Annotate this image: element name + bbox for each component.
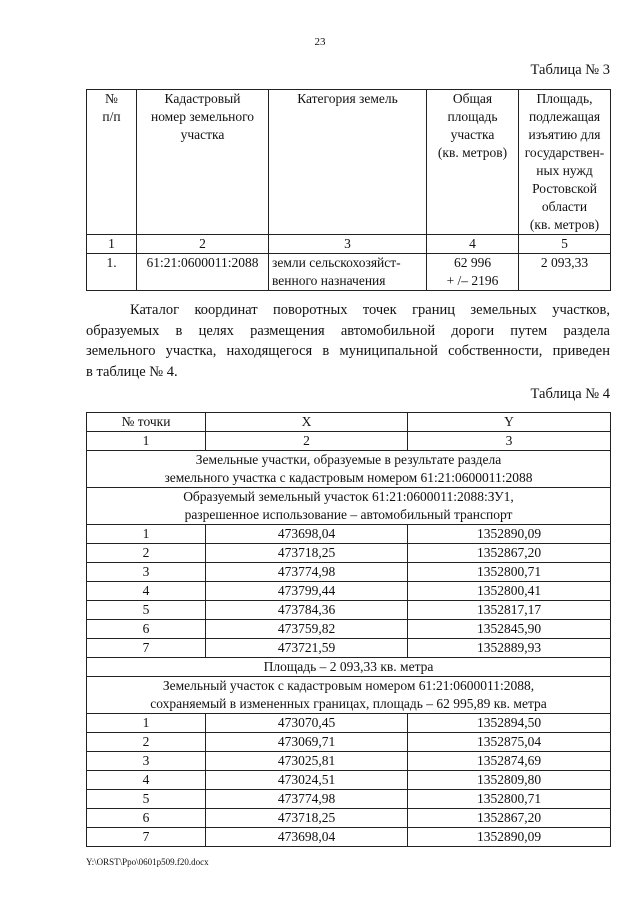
point-number: 4 [87,582,206,601]
table-3 [86,89,611,291]
point-number: 2 [87,544,206,563]
x-coordinate: 473698,04 [206,828,408,847]
coordinate-row [87,828,611,847]
table3-num-cell: 3 [269,235,427,254]
table4-num-cell: 3 [408,432,611,451]
area-row [87,658,611,677]
table3-caption: Таблица № 3 [530,62,610,78]
coordinate-row [87,563,611,582]
total-area: 62 996 + /– 2196 [427,254,519,291]
coordinate-row [87,809,611,828]
section1-subtitle: Образуемый земельный участок 61:21:0600011:2088:ЗУ1, разрешенное использование – автомобильный транспорт [87,488,611,525]
y-coordinate: 1352817,17 [408,601,611,620]
x-coordinate: 473759,82 [206,620,408,639]
coordinate-row [87,639,611,658]
table4-num-cell: 2 [206,432,408,451]
coordinate-row [87,601,611,620]
table3-num-cell: 1 [87,235,137,254]
x-coordinate: 473774,98 [206,563,408,582]
y-coordinate: 1352800,41 [408,582,611,601]
cadastral-number: 61:21:0600011:2088 [137,254,269,291]
table4-caption: Таблица № 4 [530,386,610,402]
seized-area: 2 093,33 [519,254,611,291]
y-coordinate: 1352867,20 [408,544,611,563]
section-title-row [87,677,611,714]
x-coordinate: 473069,71 [206,733,408,752]
x-coordinate: 473774,98 [206,790,408,809]
point-number: 5 [87,601,206,620]
table3-num-cell: 4 [427,235,519,254]
point-number: 3 [87,752,206,771]
y-coordinate: 1352867,20 [408,809,611,828]
table4-header-cell: № точки [87,413,206,432]
x-coordinate: 473718,25 [206,809,408,828]
section2-rows [87,714,611,847]
paragraph-line: земельного участка, находящегося в муниципальной собственности, приведен [86,343,610,359]
table4-header-row [87,413,611,432]
table3-num-cell: 2 [137,235,269,254]
x-coordinate: 473721,59 [206,639,408,658]
x-coordinate: 473799,44 [206,582,408,601]
y-coordinate: 1352809,80 [408,771,611,790]
coordinate-row [87,544,611,563]
table4-header-cell: Y [408,413,611,432]
table3-header-cell: № п/п [87,90,137,235]
point-number: 4 [87,771,206,790]
section-subtitle-row [87,488,611,525]
y-coordinate: 1352890,09 [408,828,611,847]
catalog-paragraph [86,300,610,382]
table3-num-cell: 5 [519,235,611,254]
section-title-row [87,451,611,488]
section1-rows [87,525,611,658]
table-4 [86,412,611,847]
table3-header-row [87,90,611,235]
section2-title: Земельный участок с кадастровым номером 61:21:0600011:2088, сохраняемый в измененных границах, площадь – 62 995,89 кв. метра [87,677,611,714]
page-number: 23 [314,36,326,48]
y-coordinate: 1352845,90 [408,620,611,639]
table3-header-cell: Площадь, подлежащая изъятию для государствен- ных нужд Ростовской области (кв. метров) [519,90,611,235]
table3-numbering-row [87,235,611,254]
point-number: 1 [87,714,206,733]
x-coordinate: 473025,81 [206,752,408,771]
y-coordinate: 1352894,50 [408,714,611,733]
point-number: 1 [87,525,206,544]
section1-area: Площадь – 2 093,33 кв. метра [87,658,611,677]
table3-header-cell: Кадастровый номер земельного участка [137,90,269,235]
land-category: земли сельскохозяйст- венного назначения [269,254,427,291]
table4-num-cell: 1 [87,432,206,451]
coordinate-row [87,525,611,544]
x-coordinate: 473024,51 [206,771,408,790]
coordinate-row [87,582,611,601]
x-coordinate: 473718,25 [206,544,408,563]
coordinate-row [87,771,611,790]
x-coordinate: 473698,04 [206,525,408,544]
y-coordinate: 1352800,71 [408,790,611,809]
table3-header-cell: Категория земель [269,90,427,235]
file-path-footer: Y:\ORST\Ppo\0601p509.f20.docx [86,857,209,867]
paragraph-line: в таблице № 4. [86,363,178,380]
coordinate-row [87,790,611,809]
coordinate-row [87,620,611,639]
paragraph-line: образуемых в целях размещения автомобильной дороги путем раздела [86,322,610,339]
point-number: 7 [87,639,206,658]
table4-header-cell: X [206,413,408,432]
point-number: 6 [87,620,206,639]
x-coordinate: 473784,36 [206,601,408,620]
point-number: 2 [87,733,206,752]
y-coordinate: 1352890,09 [408,525,611,544]
paragraph-line: Каталог координат поворотных точек границ земельных участков, [130,302,610,318]
x-coordinate: 473070,45 [206,714,408,733]
y-coordinate: 1352800,71 [408,563,611,582]
coordinate-row [87,752,611,771]
row-number: 1. [87,254,137,291]
coordinate-row [87,733,611,752]
table3-data-row [87,254,611,291]
table4-numbering-row [87,432,611,451]
table3-header-cell: Общая площадь участка (кв. метров) [427,90,519,235]
y-coordinate: 1352875,04 [408,733,611,752]
point-number: 3 [87,563,206,582]
y-coordinate: 1352889,93 [408,639,611,658]
point-number: 7 [87,828,206,847]
y-coordinate: 1352874,69 [408,752,611,771]
coordinate-row [87,714,611,733]
section1-title: Земельные участки, образуемые в результате раздела земельного участка с кадастровым номером 61:21:0600011:2088 [87,451,611,488]
point-number: 5 [87,790,206,809]
point-number: 6 [87,809,206,828]
